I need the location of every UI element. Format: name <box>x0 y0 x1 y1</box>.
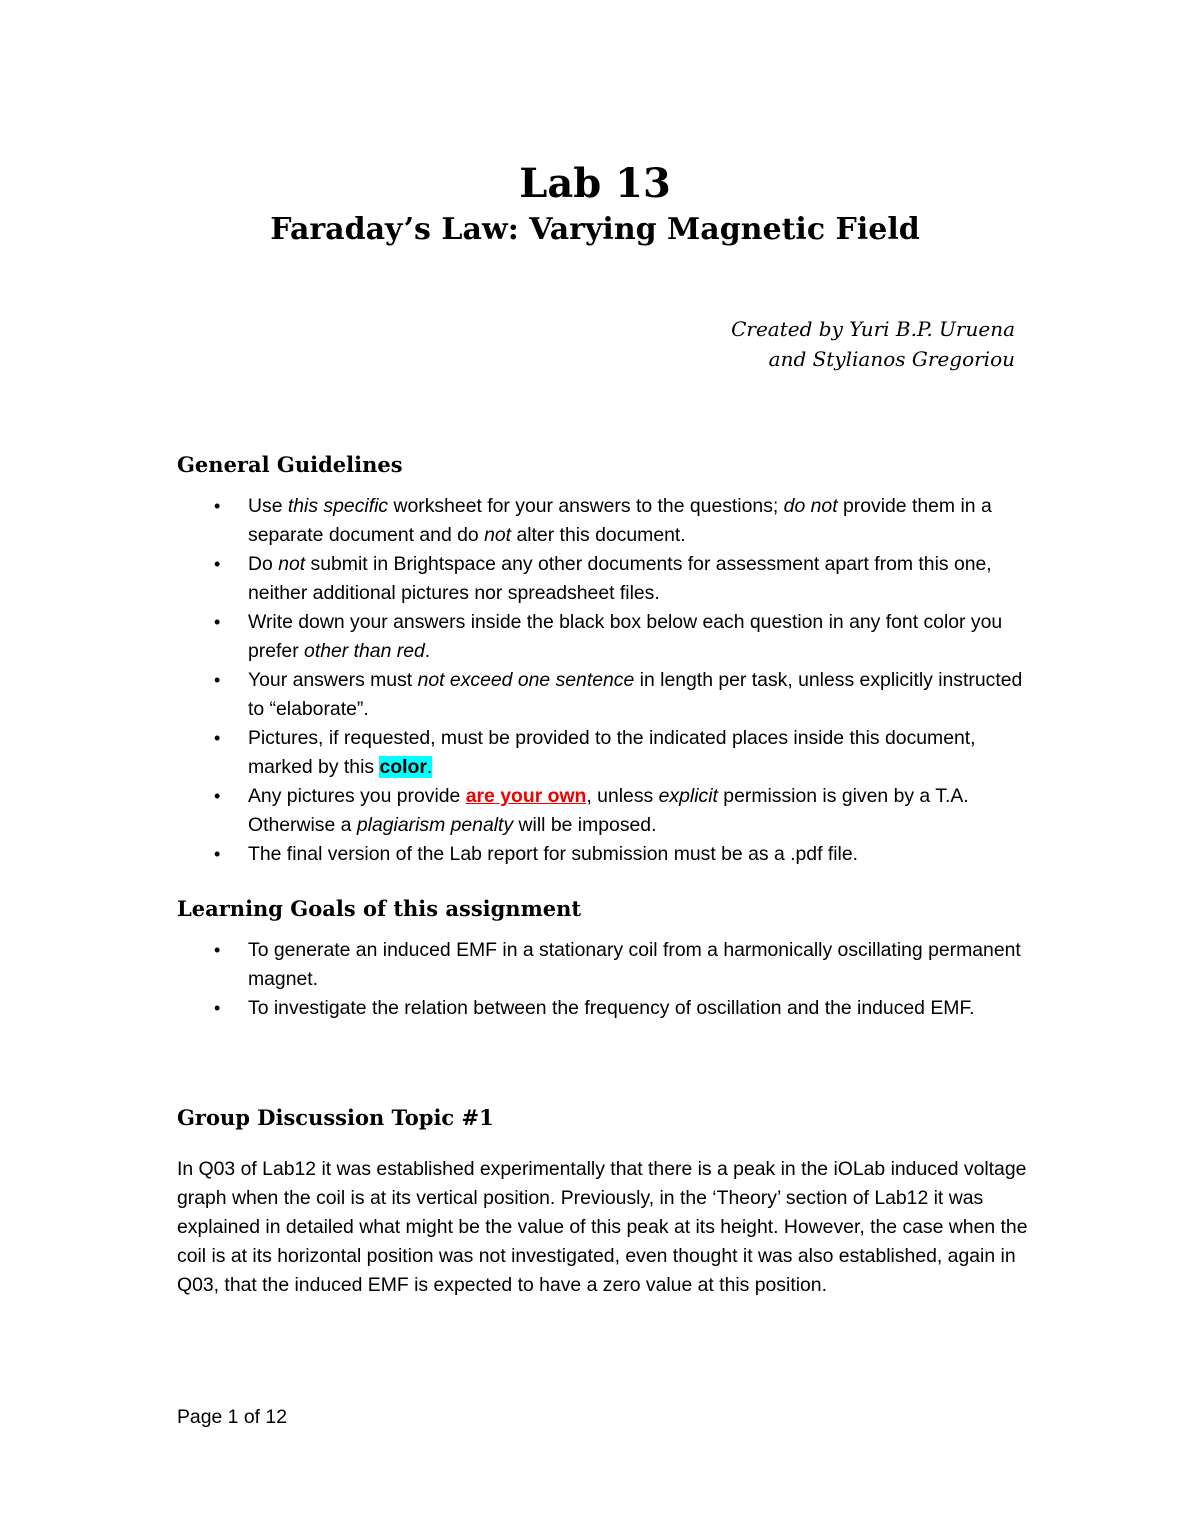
item-text: Your answers must <box>248 669 418 691</box>
document-subtitle: Faraday’s Law: Varying Magnetic Field <box>270 212 920 247</box>
item-text: submit in Brightspace any other documents for assessment apart from this one, neither additional pictures nor spreadsheet files. <box>248 553 992 604</box>
item-emphasis: not <box>484 524 512 546</box>
item-emphasis: not <box>278 553 306 575</box>
bullet-icon: • <box>214 496 221 516</box>
item-text: will be imposed. <box>513 814 657 836</box>
list-item <box>177 666 1027 724</box>
item-text: . <box>426 756 433 778</box>
item-emphasis: plagiarism penalty <box>356 814 514 836</box>
list-item <box>177 936 1027 994</box>
bullet-icon: • <box>214 612 221 632</box>
item-text: in length per task, unless explicitly instructed to “elaborate”. <box>248 669 1023 720</box>
color-highlight-marker: color <box>379 756 427 778</box>
item-text: . <box>424 640 431 662</box>
item-text: To generate an induced EMF in a stationary coil from a harmonically oscillating permanent magnet. <box>248 939 1021 990</box>
guidelines-heading: General Guidelines <box>177 452 403 477</box>
bullet-icon: • <box>214 670 221 690</box>
list-item <box>177 994 1027 1023</box>
item-text: Use <box>248 495 288 517</box>
item-emphasis: explicit <box>658 785 718 807</box>
document-title: Lab 13 <box>519 160 671 207</box>
guidelines-list <box>177 492 1027 869</box>
item-emphasis: not exceed one sentence <box>417 669 635 691</box>
item-text: The final version of the Lab report for submission must be as a .pdf file. <box>248 843 859 865</box>
item-text: Write down your answers inside the black box below each question in any font color you prefer <box>248 611 1003 662</box>
item-text: To investigate the relation between the frequency of oscillation and the induced EMF. <box>248 997 975 1019</box>
learning-goals-list <box>177 936 1027 1023</box>
bullet-icon: • <box>214 554 221 574</box>
item-text: provide them in a separate document and do <box>248 495 992 546</box>
bullet-icon: • <box>214 940 221 960</box>
bullet-icon: • <box>214 786 221 806</box>
item-emphasis: do not <box>783 495 838 517</box>
item-text: alter this document. <box>511 524 686 546</box>
list-item <box>177 724 1027 782</box>
item-emphasis: this specific <box>287 495 389 517</box>
red-emphasis: are your own <box>465 785 587 807</box>
credits-line-2: and Stylianos Gregoriou <box>768 347 1015 371</box>
learning-goals-heading: Learning Goals of this assignment <box>177 896 582 921</box>
discussion-heading: Group Discussion Topic #1 <box>177 1105 494 1130</box>
credits-line-1: Created by Yuri B.P. Uruena <box>731 317 1015 341</box>
list-item <box>177 608 1027 666</box>
item-text: , unless <box>586 785 659 807</box>
item-text: Any pictures you provide <box>248 785 466 807</box>
bullet-icon: • <box>214 728 221 748</box>
author-credits <box>731 314 1015 374</box>
item-text: permission is given by a T.A. Otherwise a <box>248 785 969 836</box>
list-item <box>177 782 1027 840</box>
item-text: worksheet for your answers to the questions; <box>388 495 784 517</box>
list-item <box>177 550 1027 608</box>
item-text: Do <box>248 553 279 575</box>
bullet-icon: • <box>214 998 221 1018</box>
list-item <box>177 840 1027 869</box>
bullet-icon: • <box>214 844 221 864</box>
item-text: Pictures, if requested, must be provided to the indicated places inside this document, marked by this <box>248 727 976 778</box>
discussion-paragraph: In Q03 of Lab12 it was established experimentally that there is a peak in the iOLab induced voltage graph when the coil is at its vertical position. Previously, in the ‘Theory’ section of Lab12 it was explained in detailed what might be the value of this peak at its height. However, the case when the coil is at its horizontal position was not investigated, even thought it was also established, again in Q03, that the induced EMF is expected to have a zero value at this position. <box>177 1158 1028 1296</box>
item-emphasis: other than red <box>304 640 425 662</box>
list-item <box>177 492 1027 550</box>
page-number: Page 1 of 12 <box>177 1406 287 1428</box>
